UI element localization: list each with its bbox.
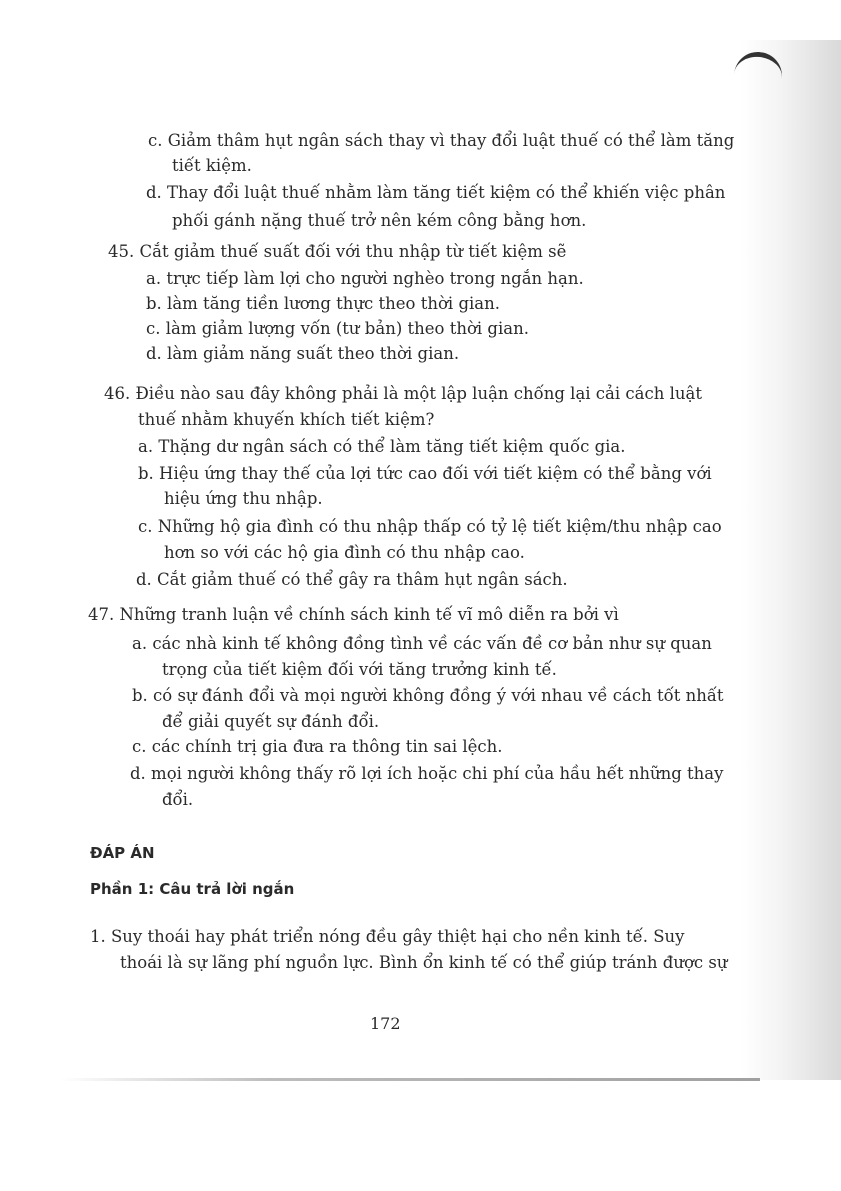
q45-option-d: d. làm giảm năng suất theo thời gian. <box>146 344 460 363</box>
page-bottom-edge <box>60 1078 760 1081</box>
q45-question: 45. Cắt giảm thuế suất đối với thu nhập từ tiết kiệm sẽ <box>108 242 567 261</box>
q44-option-c-line1: c. Giảm thâm hụt ngân sách thay vì thay đổi luật thuế có thể làm tăng <box>148 131 735 150</box>
page-number: 172 <box>370 1014 401 1033</box>
q47-option-c: c. các chính trị gia đưa ra thông tin sai lệch. <box>132 737 503 756</box>
q47-question: 47. Những tranh luận về chính sách kinh tế vĩ mô diễn ra bởi vì <box>88 605 619 624</box>
q46-option-a: a. Thặng dư ngân sách có thể làm tăng tiết kiệm quốc gia. <box>138 437 626 456</box>
q44-option-d-line2: phối gánh nặng thuế trở nên kém công bằng hơn. <box>172 211 587 230</box>
q45-option-c: c. làm giảm lượng vốn (tư bản) theo thời gian. <box>146 319 529 338</box>
q45-option-a: a. trực tiếp làm lợi cho người nghèo trong ngắn hạn. <box>146 269 584 288</box>
answer-1-line2: thoái là sự lãng phí nguồn lực. Bình ổn kinh tế có thể giúp tránh được sự <box>120 953 728 972</box>
q46-option-c-line2: hơn so với các hộ gia đình có thu nhập cao. <box>164 543 525 562</box>
q47-option-b-line2: để giải quyết sự đánh đổi. <box>162 712 380 731</box>
q46-option-d: d. Cắt giảm thuế có thể gây ra thâm hụt ngân sách. <box>136 570 568 589</box>
q46-option-b-line1: b. Hiệu ứng thay thế của lợi tức cao đối với tiết kiệm có thể bằng với <box>138 464 712 483</box>
q47-option-b-line1: b. có sự đánh đổi và mọi người không đồng ý với nhau về cách tốt nhất <box>132 686 724 705</box>
q47-option-a-line1: a. các nhà kinh tế không đồng tình về các vấn đề cơ bản như sự quan <box>132 634 712 653</box>
q47-option-d-line2: đổi. <box>162 790 194 809</box>
q46-question-line2: thuế nhằm khuyến khích tiết kiệm? <box>138 410 435 429</box>
q44-option-d-line1: d. Thay đổi luật thuế nhằm làm tăng tiết kiệm có thể khiến việc phân <box>146 183 726 202</box>
q46-option-c-line1: c. Những hộ gia đình có thu nhập thấp có tỷ lệ tiết kiệm/thu nhập cao <box>138 517 722 536</box>
q47-option-a-line2: trọng của tiết kiệm đối với tăng trưởng kinh tế. <box>162 660 557 679</box>
q44-option-c-line2: tiết kiệm. <box>172 156 252 175</box>
q46-question-line1: 46. Điều nào sau đây không phải là một lập luận chống lại cải cách luật <box>104 384 702 403</box>
book-spine-shadow <box>740 40 841 1080</box>
part1-heading: Phần 1: Câu trả lời ngắn <box>90 880 295 898</box>
answer-1-line1: 1. Suy thoái hay phát triển nóng đều gây thiệt hại cho nền kinh tế. Suy <box>90 927 685 946</box>
q46-option-b-line2: hiệu ứng thu nhập. <box>164 489 323 508</box>
q45-option-b: b. làm tăng tiền lương thực theo thời gian. <box>146 294 500 313</box>
q47-option-d-line1: d. mọi người không thấy rõ lợi ích hoặc chi phí của hầu hết những thay <box>130 764 724 783</box>
answers-heading: ĐÁP ÁN <box>90 844 155 862</box>
